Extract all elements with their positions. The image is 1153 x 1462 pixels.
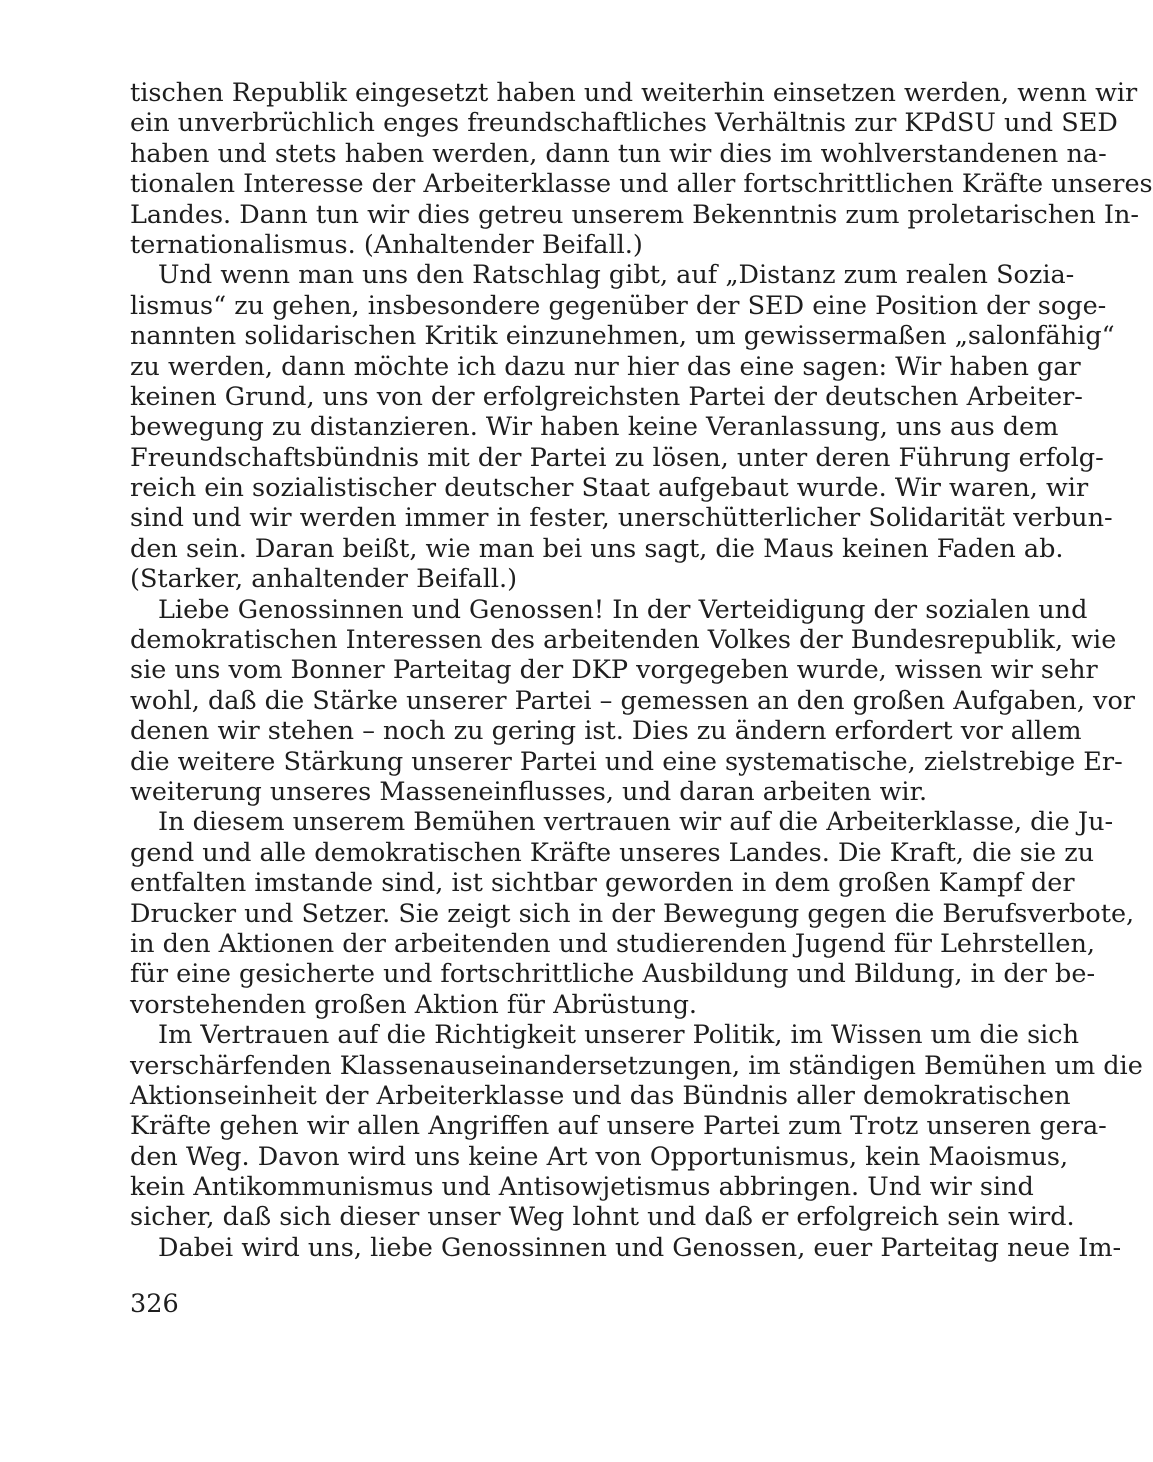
text-line: zu werden, dann möchte ich dazu nur hier das eine sagen: Wir haben gar xyxy=(130,351,1081,382)
text-line: sie uns vom Bonner Parteitag der DKP vorgegeben wurde, wissen wir sehr xyxy=(130,655,1098,686)
text-line: Drucker und Setzer. Sie zeigt sich in der Bewegung gegen die Berufsverbote, xyxy=(130,898,1135,929)
text-line: kein Antikommunismus und Antisowjetismus abbringen. Und wir sind xyxy=(130,1172,1034,1203)
text-line: sicher, daß sich dieser unser Weg lohnt und daß er erfolgreich sein wird. xyxy=(130,1202,1075,1233)
text-line: Dabei wird uns, liebe Genossinnen und Genossen, euer Parteitag neue Im- xyxy=(158,1232,1122,1263)
text-line: in den Aktionen der arbeitenden und studierenden Jugend für Lehrstellen, xyxy=(130,928,1095,959)
text-line: Und wenn man uns den Ratschlag gibt, auf „Distanz zum realen Sozia- xyxy=(158,260,1075,291)
text-line: tischen Republik eingesetzt haben und weiterhin einsetzen werden, wenn wir xyxy=(130,78,1138,108)
paragraph xyxy=(130,260,1115,595)
paragraph xyxy=(130,1232,1122,1263)
text-line: Landes. Dann tun wir dies getreu unserem Bekenntnis zum proletarischen In- xyxy=(130,199,1139,230)
text-line: haben und stets haben werden, dann tun wir dies im wohlverstandenen na- xyxy=(130,138,1107,169)
paragraph xyxy=(130,807,1135,1020)
paragraph xyxy=(130,594,1135,808)
text-line: Freundschaftsbündnis mit der Partei zu lösen, unter deren Führung erfolg- xyxy=(130,442,1104,473)
text-line: vorstehenden großen Aktion für Abrüstung. xyxy=(130,989,698,1020)
text-line: gend und alle demokratischen Kräfte unseres Landes. Die Kraft, die sie zu xyxy=(130,837,1095,868)
text-line: verschärfenden Klassenauseinandersetzungen, im ständigen Bemühen um die xyxy=(130,1050,1143,1081)
page-number: 326 xyxy=(130,1289,179,1319)
text-line: Im Vertrauen auf die Richtigkeit unserer Politik, im Wissen um die sich xyxy=(158,1020,1080,1051)
text-line: reich ein sozialistischer deutscher Staat aufgebaut wurde. Wir waren, wir xyxy=(130,473,1089,504)
text-line: demokratischen Interessen des arbeitenden Volkes der Bundesrepublik, wie xyxy=(130,625,1117,656)
text-line: (Starker, anhaltender Beifall.) xyxy=(130,564,518,595)
text-line: entfalten imstande sind, ist sichtbar geworden in dem großen Kampf der xyxy=(130,868,1075,899)
text-line: lismus“ zu gehen, insbesondere gegenüber der SED eine Position der soge- xyxy=(130,290,1107,321)
text-line: den sein. Daran beißt, wie man bei uns sagt, die Maus keinen Faden ab. xyxy=(130,533,1064,564)
page-body xyxy=(130,78,1153,1263)
text-line: den Weg. Davon wird uns keine Art von Opportunismus, kein Maoismus, xyxy=(130,1141,1069,1172)
text-line: tionalen Interesse der Arbeiterklasse und aller fortschrittlichen Kräfte unseres xyxy=(130,169,1153,200)
text-line: ternationalismus. (Anhaltender Beifall.) xyxy=(130,229,643,260)
text-line: denen wir stehen – noch zu gering ist. Dies zu ändern erfordert vor allem xyxy=(130,716,1082,747)
paragraph xyxy=(130,1020,1143,1233)
text-line: für eine gesicherte und fortschrittliche Ausbildung und Bildung, in der be- xyxy=(130,959,1096,990)
text-line: weiterung unseres Masseneinflusses, und daran arbeiten wir. xyxy=(130,776,928,807)
text-line: die weitere Stärkung unserer Partei und eine systematische, zielstrebige Er- xyxy=(130,746,1123,777)
text-line: wohl, daß die Stärke unserer Partei – gemessen an den großen Aufgaben, vor xyxy=(130,685,1135,716)
text-line: Liebe Genossinnen und Genossen! In der Verteidigung der sozialen und xyxy=(158,594,1088,625)
text-line: ein unverbrüchlich enges freundschaftliches Verhältnis zur KPdSU und SED xyxy=(130,108,1118,139)
text-line: keinen Grund, uns von der erfolgreichsten Partei der deutschen Arbeiter- xyxy=(130,381,1083,412)
text-line: sind und wir werden immer in fester, unerschütterlicher Solidarität verbun- xyxy=(130,503,1113,534)
text-line: nannten solidarischen Kritik einzunehmen, um gewissermaßen „salonfähig“ xyxy=(130,321,1115,352)
paragraph xyxy=(130,78,1153,260)
text-line: Kräfte gehen wir allen Angriffen auf unsere Partei zum Trotz unseren gera- xyxy=(130,1111,1107,1142)
text-line: bewegung zu distanzieren. Wir haben keine Veranlassung, uns aus dem xyxy=(130,412,1059,443)
text-line: Aktionseinheit der Arbeiterklasse und das Bündnis aller demokratischen xyxy=(130,1080,1071,1111)
text-line: In diesem unserem Bemühen vertrauen wir auf die Arbeiterklasse, die Ju- xyxy=(158,807,1114,838)
